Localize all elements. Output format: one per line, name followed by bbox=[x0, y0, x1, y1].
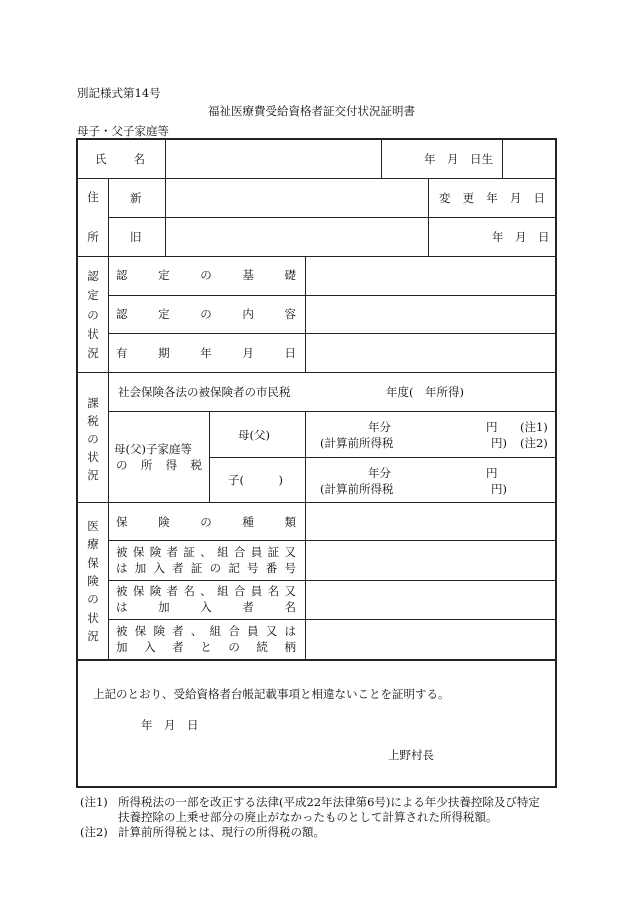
insurance-status-label: 医 療 保 険 の 状 況 bbox=[87, 519, 99, 643]
note1-label: (注1) bbox=[80, 795, 108, 809]
note1-text-line2: 扶養控除の上乗せ部分の廃止がなかったものとして計算された所得税額。 bbox=[118, 810, 498, 824]
mf-yen-label: 円 bbox=[486, 420, 498, 434]
note1-text-line1: 所得税法の一部を改正する法律(平成22年法律第6号)による年少扶養控除及び特定 bbox=[118, 795, 540, 809]
address-old-label: 旧 bbox=[130, 230, 142, 244]
certification-statement: 上記のとおり、受給資格者台帳記載事項と相違ないことを証明する。 bbox=[93, 687, 450, 701]
child-yen-label: 円 bbox=[486, 466, 498, 480]
issuer-name: 上野村長 bbox=[388, 748, 434, 762]
insured-name-label-line2: は 加 入 者 名 bbox=[116, 600, 296, 614]
certification-content-label: 認 定 の 内 容 bbox=[116, 307, 296, 321]
card-number-label-line1: 被 保 険 者 証 、 組 合 員 証 又 bbox=[116, 545, 296, 559]
note2-label: (注2) bbox=[80, 825, 108, 839]
card-number-label-line2: は 加 入 者 証 の 記 号 番 号 bbox=[116, 561, 296, 575]
relation-label-line2: 加 入 者 と の 続 柄 bbox=[116, 640, 296, 654]
tax-type-label: 社会保険各法の被保険者の市民税 bbox=[118, 385, 291, 399]
taxation-status-label: 課 税 の 状 況 bbox=[87, 396, 99, 482]
certification-basis-label: 認 定 の 基 礎 bbox=[116, 268, 296, 282]
address-label: 住 所 bbox=[87, 190, 99, 244]
income-group-label-line1: 母(父)子家庭等 bbox=[114, 442, 192, 456]
note2-mark: (注2) bbox=[520, 436, 548, 450]
child-yen-close-label: 円) bbox=[491, 482, 507, 496]
address-new-label: 新 bbox=[130, 191, 142, 205]
mf-yen-close-label: 円) bbox=[491, 436, 507, 450]
relation-label-line1: 被 保 険 者 、 組 合 員 又 は bbox=[116, 624, 296, 638]
mf-pre-calc-label: (計算前所得税 bbox=[320, 436, 394, 450]
insurance-type-label: 保 険 の 種 類 bbox=[116, 515, 296, 529]
child-pre-calc-label: (計算前所得税 bbox=[320, 482, 394, 496]
note2-text: 計算前所得税とは、現行の所得税の額。 bbox=[118, 825, 325, 839]
form-number: 別記様式第14号 bbox=[77, 86, 161, 100]
name-label: 氏 名 bbox=[95, 152, 145, 166]
note1-mark: (注1) bbox=[520, 420, 548, 434]
income-group-label-line2: の 所 得 税 bbox=[116, 458, 202, 472]
old-address-date-label: 年 月 日 bbox=[492, 230, 550, 244]
change-date-label: 変 更 年 月 日 bbox=[439, 191, 545, 205]
insured-name-label-line1: 被 保 険 者 名 、 組 合 員 名 又 bbox=[116, 584, 296, 598]
certification-status-label: 認 定 の 状 況 bbox=[87, 269, 99, 360]
birth-date-label: 年 月 日生 bbox=[424, 152, 493, 166]
form-category: 母子・父子家庭等 bbox=[77, 124, 169, 138]
fiscal-year-label: 年度( 年所得) bbox=[386, 385, 464, 399]
statement-date: 年 月 日 bbox=[141, 718, 199, 732]
page-title: 福祉医療費受給資格者証交付状況証明書 bbox=[208, 104, 415, 118]
name-value-field[interactable] bbox=[166, 140, 381, 178]
mf-annual-label: 年分 bbox=[368, 420, 391, 434]
certification-valid-date-label: 有 期 年 月 日 bbox=[116, 346, 296, 360]
mother-father-label: 母(父) bbox=[238, 428, 270, 442]
child-annual-label: 年分 bbox=[368, 466, 391, 480]
child-label: 子( ) bbox=[228, 473, 283, 487]
